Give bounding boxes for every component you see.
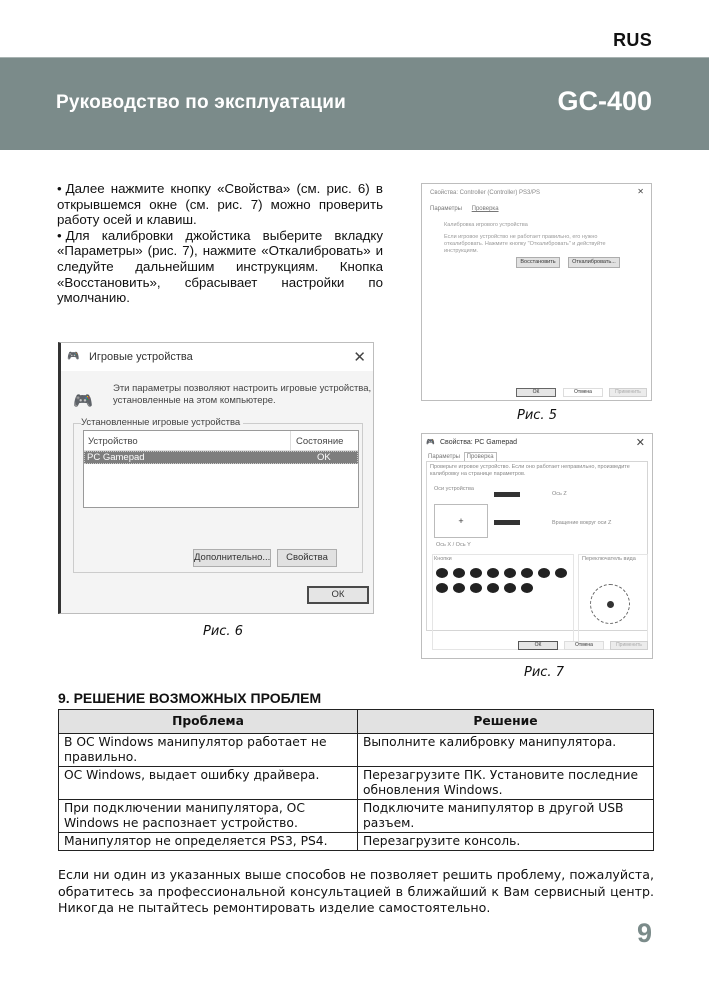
button-indicator-icon (487, 568, 499, 578)
restore-button[interactable]: Восстановить (516, 257, 560, 268)
tab-parameters[interactable]: Параметры (430, 206, 462, 212)
figure-5-caption: Рис. 5 (517, 408, 557, 423)
solution-cell: Выполните калибровку манипулятора. (358, 734, 654, 767)
header-banner (0, 57, 709, 150)
apply-button[interactable]: Применить (609, 388, 647, 397)
intro-paragraph (57, 181, 383, 228)
service-notice: Если ни один из указанных выше способов не позволяет решить проблему, пожалуйста, обратитесь за профессиональной консультацией в ближайший к Вам сервисный центр. Никогда не пытайтесь ремонтировать изделие самостоятельно. (58, 867, 654, 915)
problem-cell: ОС Windows, выдает ошибку драйвера. (59, 767, 358, 800)
ok-button[interactable]: ОК (518, 641, 558, 650)
troubleshooting-table (58, 709, 654, 851)
window-title: Свойства: Controller (Controller) PS3/PS (430, 190, 541, 196)
button-indicators (436, 568, 576, 593)
buttons-label: Кнопки (434, 556, 452, 562)
button-indicator-icon (504, 583, 516, 593)
column-device[interactable]: Устройство (88, 436, 138, 447)
figure-7-caption: Рис. 7 (524, 665, 564, 680)
window-title: Свойства: PC Gamepad (440, 439, 518, 446)
tab-test[interactable]: Проверка (471, 206, 499, 212)
column-divider[interactable] (290, 431, 291, 451)
problem-cell: При подключении манипулятора, ОС Windows не распознает устройство. (59, 800, 358, 833)
description-line: установленные на этом компьютере. (113, 395, 276, 406)
button-indicator-icon (487, 583, 499, 593)
section-title: 9. РЕШЕНИЕ ВОЗМОЖНЫХ ПРОБЛЕМ (58, 690, 322, 706)
pov-center-dot (607, 601, 614, 608)
test-description: Проверьте игровое устройство. Если оно работает неправильно, произведите калибровку на странице параметров. (430, 464, 630, 477)
tab-bar (426, 452, 497, 461)
button-indicator-icon (521, 568, 533, 578)
solution-cell: Подключите манипулятор в другой USB разъем. (358, 800, 654, 833)
rotation-z-label: Вращение вокруг оси Z (552, 520, 612, 526)
problem-cell: В ОС Windows манипулятор работает не правильно. (59, 734, 358, 767)
solution-cell: Перезагрузите консоль. (358, 833, 654, 851)
column-status[interactable]: Состояние (296, 436, 344, 447)
button-indicator-icon (555, 568, 567, 578)
properties-button[interactable]: Свойства (277, 549, 337, 567)
window-title: Игровые устройства (89, 351, 193, 363)
list-header (84, 431, 358, 451)
column-solution: Решение (358, 710, 654, 734)
calibration-description: Если игровое устройство не работает правильно, его нужно откалибровать. Нажмите кнопку "Откалибровать" и действуйте инструкциям. (444, 234, 606, 254)
device-list (83, 430, 359, 508)
column-problem: Проблема (59, 710, 358, 734)
close-icon[interactable]: ✕ (353, 349, 366, 366)
window-titlebar (61, 343, 373, 371)
button-indicator-icon (453, 583, 465, 593)
bullet-icon: • (57, 181, 62, 196)
intro-text (57, 181, 383, 306)
gamepad-icon: 🎮 (67, 351, 80, 362)
button-indicator-icon (504, 568, 516, 578)
button-indicator-icon (470, 583, 482, 593)
bullet-icon: • (57, 227, 62, 243)
tab-test[interactable]: Проверка (464, 452, 497, 461)
table-row (59, 767, 654, 800)
gamepad-icon: 🎮 (426, 439, 435, 446)
problem-cell: Манипулятор не определяется PS3, PS4. (59, 833, 358, 851)
language-label: RUS (613, 30, 652, 50)
figure-6-game-devices-window (58, 342, 374, 614)
button-indicator-icon (436, 583, 448, 593)
group-label: Установленные игровые устройства (81, 417, 243, 428)
table-header-row (59, 710, 654, 734)
xy-axis-box (434, 504, 488, 538)
tab-parameters[interactable]: Параметры (428, 454, 460, 460)
model-name: GC-400 (557, 86, 652, 116)
rotation-z-bar (494, 520, 520, 525)
figure-5-calibration-window (421, 183, 652, 401)
ok-button[interactable]: ОК (307, 586, 369, 604)
figure-7-gamepad-properties-window (421, 433, 653, 659)
axis-z-bar (494, 492, 520, 497)
close-icon[interactable]: ✕ (637, 187, 644, 196)
button-indicator-icon (521, 583, 533, 593)
group-label: Калибровка игрового устройства (444, 222, 528, 228)
button-indicator-icon (436, 568, 448, 578)
list-item[interactable] (84, 451, 358, 464)
apply-button[interactable]: Применить (610, 641, 648, 650)
axes-label: Оси устройства (434, 486, 474, 492)
device-name: PC Gamepad (87, 452, 145, 463)
table-row (59, 833, 654, 851)
button-indicator-icon (453, 568, 465, 578)
axis-z-label: Ось Z (552, 491, 567, 497)
table-row (59, 734, 654, 767)
tab-bar (430, 206, 507, 212)
close-icon[interactable]: ✕ (635, 437, 645, 449)
intro-paragraph-text: Далее нажмите кнопку «Свойства» (см. рис. 6) в открывшемся окне (см. рис. 7) можно проверить работу осей и клавиш. (57, 181, 383, 228)
button-indicator-icon (538, 568, 550, 578)
page-number: 9 (636, 918, 652, 948)
device-status: OK (317, 452, 331, 463)
solution-cell: Перезагрузите ПК. Установите последние обновления Windows. (358, 767, 654, 800)
window-description (113, 383, 371, 407)
ok-button[interactable]: ОК (516, 388, 556, 397)
manual-title: Руководство по эксплуатации (56, 92, 347, 113)
calibrate-button[interactable]: Откалибровать... (568, 257, 620, 268)
figure-6-caption: Рис. 6 (203, 624, 243, 639)
pov-hat-icon (590, 584, 630, 624)
pov-label: Переключатель вида (582, 556, 636, 562)
window-titlebar (422, 184, 651, 206)
table-row (59, 800, 654, 833)
xy-axis-label: Ось X / Ось Y (436, 542, 471, 548)
crosshair-icon: + (458, 516, 464, 526)
intro-paragraph (57, 228, 383, 306)
intro-paragraph-text: Для калибровки джойстика выберите вкладку «Параметры» (рис. 7), нажмите «Откалибровать» и следуйте дальнейшим инструкциям. Кнопка «Восстановить», сбрасывает настройки по умолчанию. (57, 227, 383, 306)
advanced-button[interactable]: Дополнительно... (193, 549, 271, 567)
cancel-button[interactable]: Отмена (563, 388, 603, 397)
button-indicator-icon (470, 568, 482, 578)
cancel-button[interactable]: Отмена (564, 641, 604, 650)
gamepad-icon: 🎮 (73, 393, 93, 410)
description-line: Эти параметры позволяют настроить игровые устройства, (113, 383, 372, 394)
